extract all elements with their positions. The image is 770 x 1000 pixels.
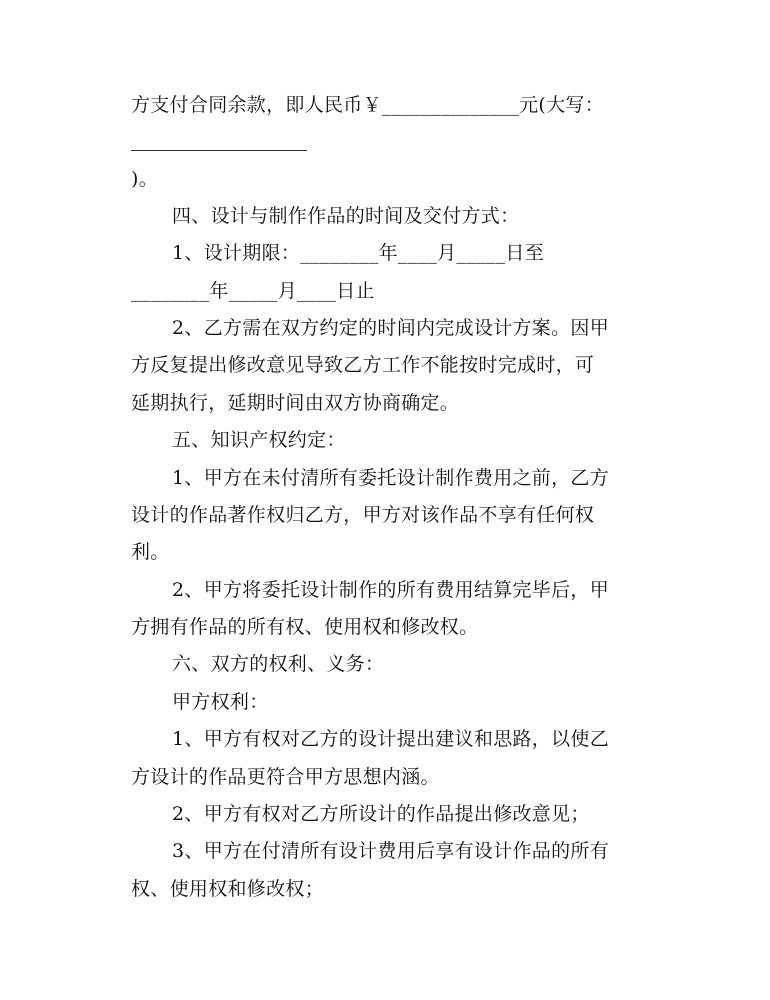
sub-heading: 甲方权利：: [172, 691, 269, 713]
text-line: ________年_____月____日止: [131, 280, 375, 302]
text-line: 利。: [131, 541, 170, 563]
text-line: 方设计的作品更符合甲方思想内涵。: [131, 766, 440, 788]
text-line: 1、甲方在未付清所有委托设计制作费用之前，乙方: [172, 467, 609, 489]
text-line: 2、乙方需在双方约定的时间内完成设计方案。因甲: [172, 317, 609, 339]
text-line: 权、使用权和修改权；: [131, 878, 325, 900]
text-line: 2、甲方将委托设计制作的所有费用结算完毕后，甲: [172, 579, 609, 601]
text-line: 延期执行，延期时间由双方协商确定。: [131, 392, 460, 414]
text-line: 1、设计期限：________年____月_____日至: [172, 242, 544, 264]
blank-fill-line: [131, 150, 307, 151]
section-heading: 六、双方的权利、义务：: [172, 653, 385, 675]
text-line: 3、甲方在付清所有设计费用后享有设计作品的所有: [172, 840, 609, 862]
text-line: 设计的作品著作权归乙方，甲方对该作品不享有任何权: [131, 504, 595, 526]
text-line: 方拥有作品的所有权、使用权和修改权。: [131, 616, 479, 638]
text-line: 方支付合同余款，即人民币￥______________元(大写：: [131, 94, 605, 116]
text-line: 2、甲方有权对乙方所设计的作品提出修改意见；: [172, 803, 590, 825]
text-line: )。: [131, 168, 159, 190]
section-heading: 五、知识产权约定：: [172, 429, 346, 451]
section-heading: 四、设计与制作作品的时间及交付方式：: [172, 205, 520, 227]
text-line: 1、甲方有权对乙方的设计提出建议和思路，以使乙: [172, 728, 609, 750]
text-line: 方反复提出修改意见导致乙方工作不能按时完成时，可: [131, 354, 595, 376]
